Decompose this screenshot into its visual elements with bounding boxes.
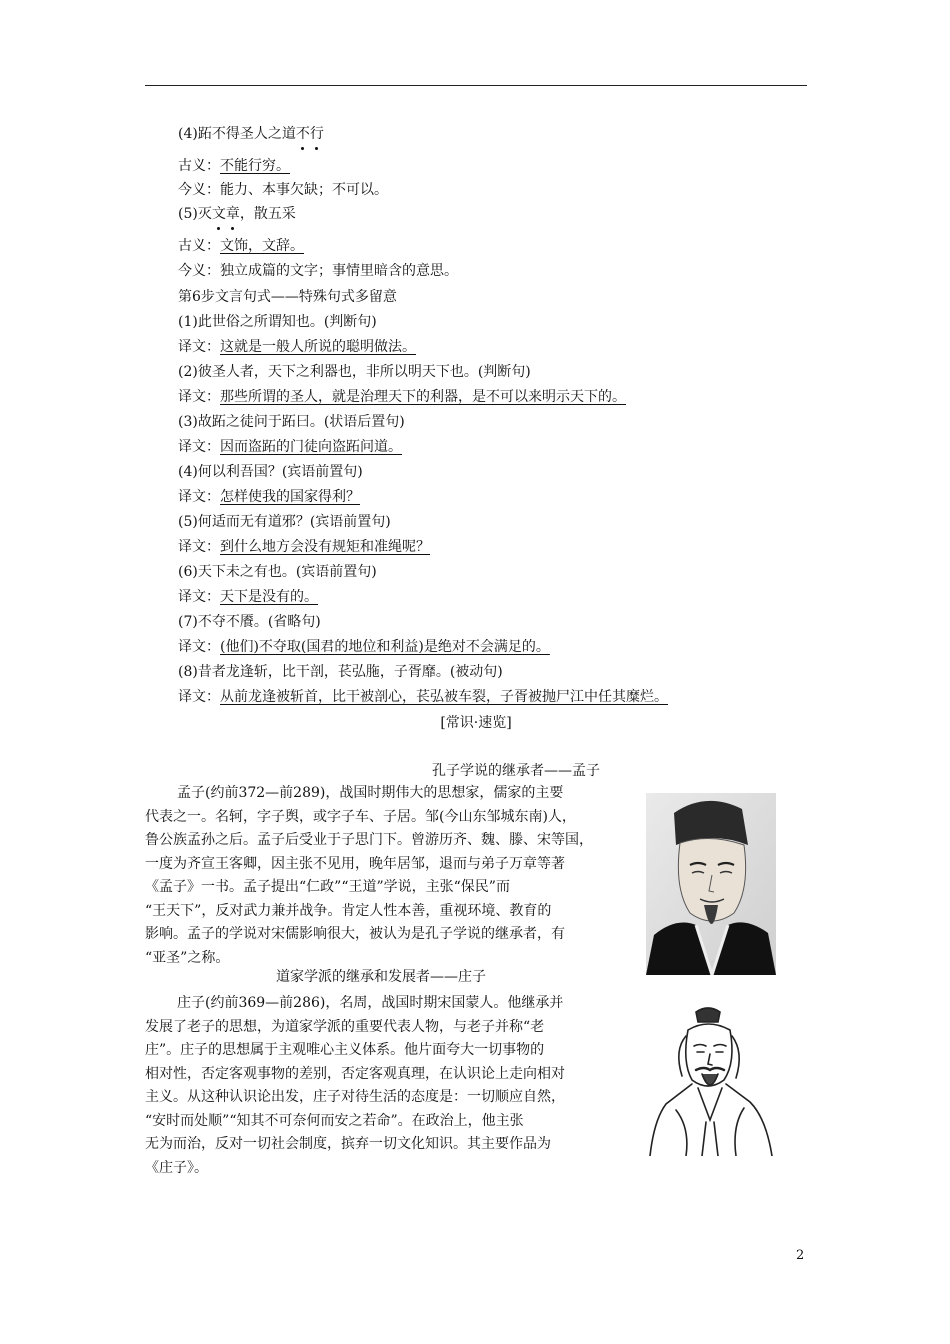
mencius-title: 孔子学说的继承者——孟子 xyxy=(432,763,600,779)
page-number: 2 xyxy=(796,1248,805,1263)
sentence-1: (1)此世俗之所谓知也。(判断句) xyxy=(178,314,377,330)
sentence-5: (5)何适而无有道邪？(宾语前置句) xyxy=(178,514,391,530)
archaic-sentence-5: (5)灭文章，散五采 xyxy=(178,206,296,222)
archaic-sentence-4: (4)跖不得圣人之道不行 xyxy=(178,126,324,142)
jin-meaning-4: 今义：能力、本事欠缺；不可以。 xyxy=(178,182,388,198)
translation-2: 译文：那些所谓的圣人，就是治理天下的利器，是不可以来明示天下的。 xyxy=(178,389,626,405)
zhuangzi-portrait-image xyxy=(646,1000,776,1156)
sentence-4: (4)何以利吾国？(宾语前置句) xyxy=(178,464,363,480)
translation-3: 译文：因而盗跖的门徒向盗跖问道。 xyxy=(178,439,402,455)
sentence-7: (7)不夺不餍。(省略句) xyxy=(178,614,321,630)
gu-meaning-4: 古义：不能行穷。 xyxy=(178,158,290,174)
translation-7: 译文：(他们)不夺取(国君的地位和利益)是绝对不会满足的。 xyxy=(178,639,550,655)
sentence-2: (2)彼圣人者，天下之利器也，非所以明天下也。(判断句) xyxy=(178,364,531,380)
gu-meaning-5: 古义：文饰，文辞。 xyxy=(178,238,304,254)
mencius-portrait-image xyxy=(646,793,776,975)
sentence-3: (3)故跖之徒问于跖曰。(状语后置句) xyxy=(178,414,405,430)
translation-1: 译文：这就是一般人所说的聪明做法。 xyxy=(178,339,416,355)
step-heading: 第6步文言句式——特殊句式多留意 xyxy=(178,289,397,305)
mencius-paragraph: 孟子(约前372—前289)，战国时期伟大的思想家，儒家的主要 代表之一。名轲，字子舆，或字子车、子居。邹(今山东邹城东南)人， 鲁公族孟孙之后。孟子后受业于子思门下。曾游历齐、魏、滕、宋等国， 一度为齐宣王客卿，因主张不见用，晚年居邹，退而与弟子万章等著 《孟子》一书。孟子提出“仁政”“王道”学说，主张“保民”而 “王天下”，反对武力兼并战争。肯定人性本善，重视环境、教育的 影响。孟子的学说对宋儒影响很大，被认为是孔子学说的继承者，有 “亚圣”之称。 xyxy=(145,785,593,966)
knowledge-heading: [常识·速览] xyxy=(440,715,512,731)
translation-5: 译文：到什么地方会没有规矩和准绳呢？ xyxy=(178,539,430,555)
translation-4: 译文：怎样使我的国家得利？ xyxy=(178,489,360,505)
translation-6: 译文：天下是没有的。 xyxy=(178,589,318,605)
sentence-8: (8)昔者龙逢斩，比干剖，苌弘胣，子胥靡。(被动句) xyxy=(178,664,503,680)
sentence-6: (6)天下未之有也。(宾语前置句) xyxy=(178,564,377,580)
zhuangzi-paragraph: 庄子(约前369—前286)，名周，战国时期宋国蒙人。他继承并 发展了老子的思想，为道家学派的重要代表人物，与老子并称“老 庄”。庄子的思想属于主观唯心主义体系。他片面夸大一切事物的 相对性，否定客观事物的差别，否定客观真理，在认识论上走向相对 主义。从这种认识论出发，庄子对待生活的态度是：一切顺应自然， “安时而处顺”“知其不可奈何而安之若命”。在政治上，他主张 无为而治，反对一切社会制度，摈弃一切文化知识。其主要作品为 《庄子》。 xyxy=(145,995,565,1176)
translation-8: 译文：从前龙逢被斩首，比干被剖心，苌弘被车裂，子胥被抛尸江中任其糜烂。 xyxy=(178,689,668,705)
header-rule xyxy=(145,85,807,86)
jin-meaning-5: 今义：独立成篇的文字；事情里暗含的意思。 xyxy=(178,263,458,279)
zhuangzi-title: 道家学派的继承和发展者——庄子 xyxy=(276,969,486,985)
